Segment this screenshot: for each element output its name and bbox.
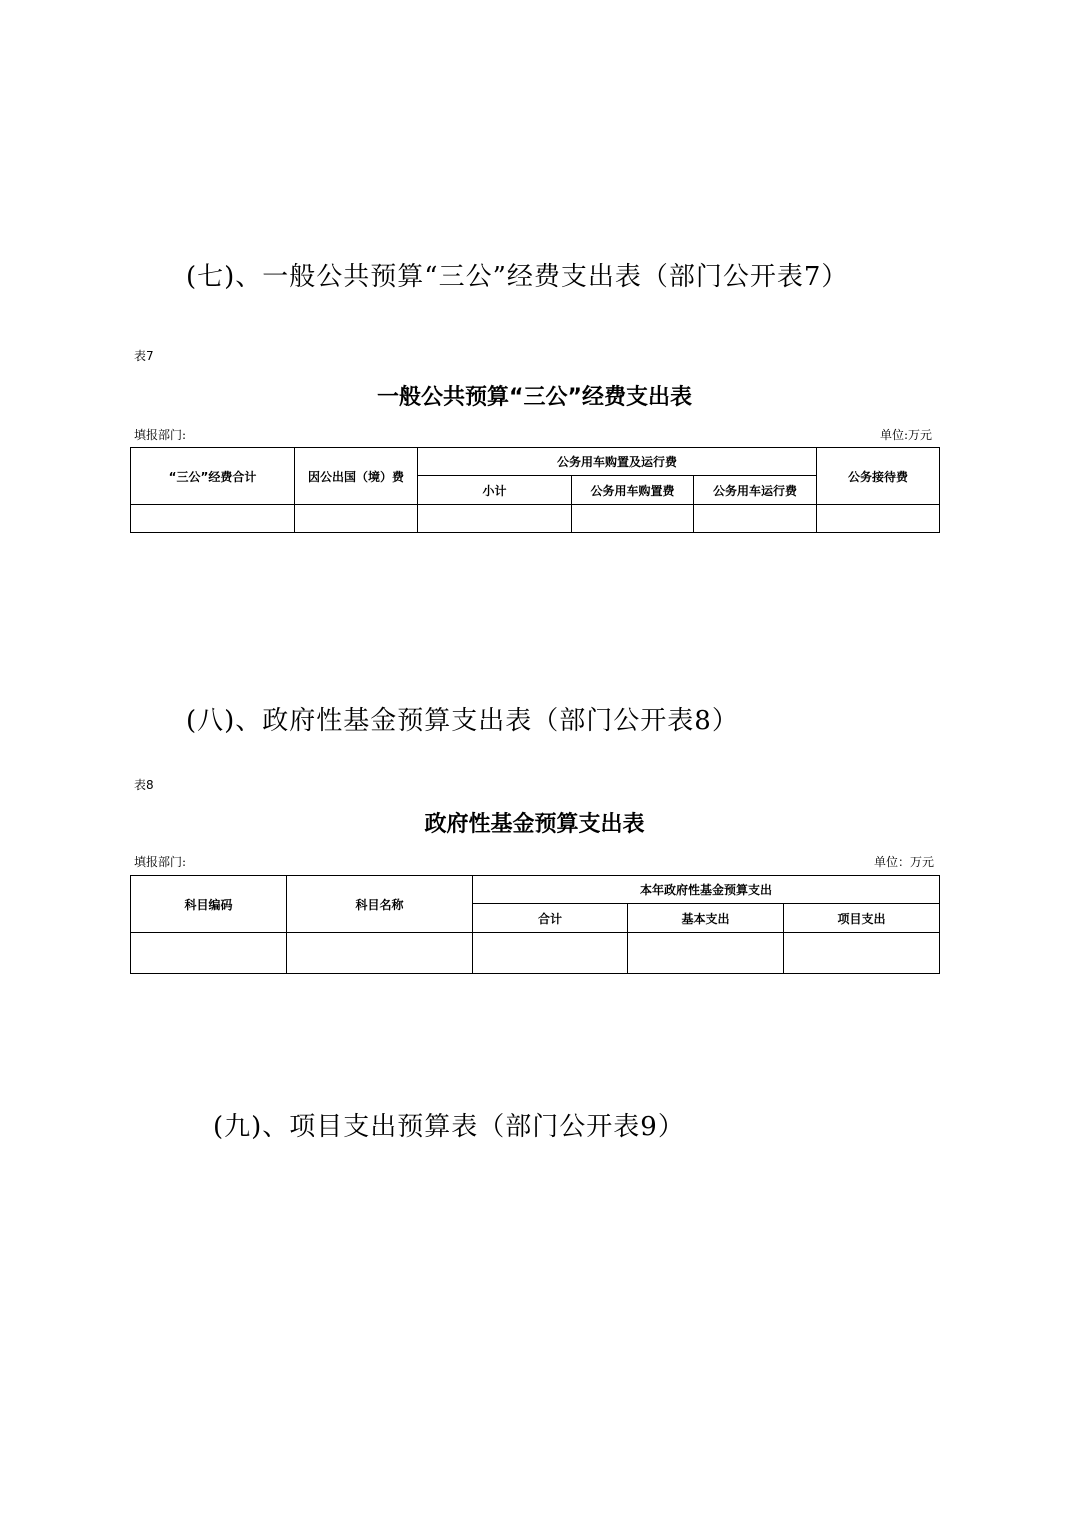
section9-heading: (九)、项目支出预算表（部门公开表9）: [213, 1112, 685, 1142]
section7-heading: (七)、一般公共预算“三公”经费支出表（部门公开表7）: [186, 262, 849, 292]
table-cell: [694, 505, 817, 533]
table-cell: [784, 933, 940, 974]
section7-table-title: 一般公共预算“三公”经费支出表: [377, 385, 692, 410]
header-basic: 基本支出: [628, 904, 784, 933]
section7-table-number: 表7: [134, 349, 154, 363]
header-project: 项目支出: [784, 904, 940, 933]
table-row: [131, 933, 940, 974]
table-cell: [628, 933, 784, 974]
section7-unit-label: 单位:万元: [880, 428, 933, 442]
section8-table: [130, 875, 940, 974]
header-abroad: 因公出国（境）费: [295, 448, 418, 505]
table-cell: [131, 505, 295, 533]
table-cell: [295, 505, 418, 533]
table-cell: [572, 505, 694, 533]
table-cell: [817, 505, 940, 533]
section8-heading: (八)、政府性基金预算支出表（部门公开表8）: [186, 706, 739, 736]
header-vehicle-group: 公务用车购置及运行费: [418, 448, 817, 476]
section7-table: [130, 447, 940, 533]
table-cell: [418, 505, 572, 533]
section7-dept-label: 填报部门:: [134, 428, 187, 442]
section8-table-number: 表8: [134, 778, 154, 792]
header-code: 科目编码: [131, 876, 287, 933]
header-subtotal: 小计: [418, 476, 572, 505]
table-row: [131, 505, 940, 533]
section8-dept-label: 填报部门:: [134, 855, 187, 869]
header-name: 科目名称: [287, 876, 473, 933]
header-total: 合计: [473, 904, 628, 933]
header-fund-group: 本年政府性基金预算支出: [473, 876, 940, 904]
table-cell: [473, 933, 628, 974]
header-vehicle-operation: 公务用车运行费: [694, 476, 817, 505]
section8-unit-label: 单位：万元: [874, 855, 935, 869]
section8-table-title: 政府性基金预算支出表: [424, 812, 645, 837]
header-reception: 公务接待费: [817, 448, 940, 505]
table-cell: [131, 933, 287, 974]
header-total: “三公”经费合计: [131, 448, 295, 505]
header-vehicle-purchase: 公务用车购置费: [572, 476, 694, 505]
table-cell: [287, 933, 473, 974]
